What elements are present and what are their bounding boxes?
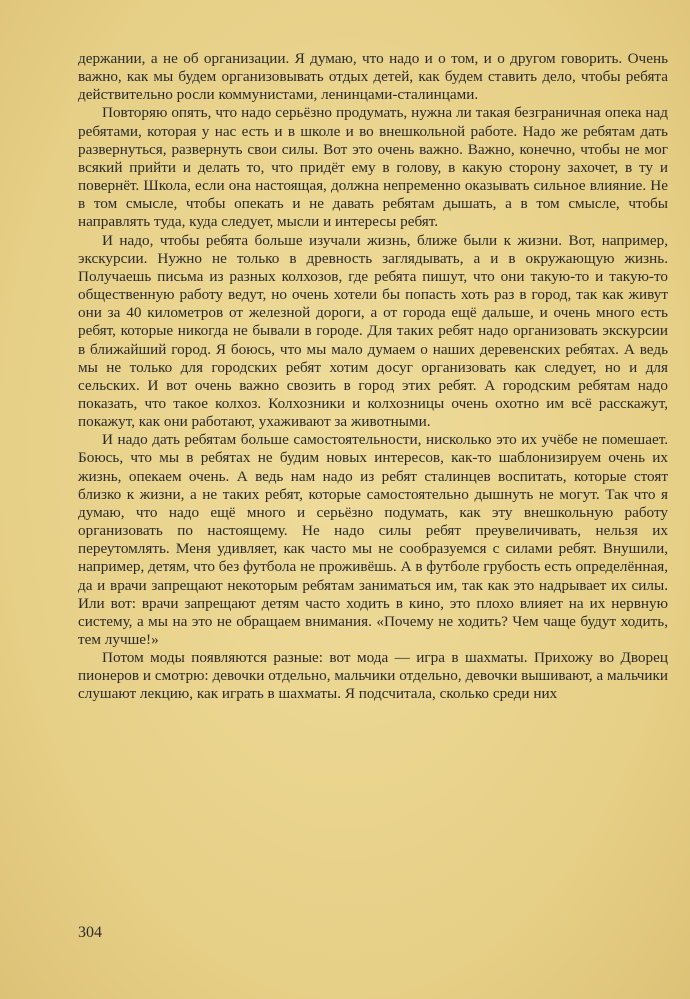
paragraph-3: И надо, чтобы ребята больше изучали жизнь, ближе были к жизни. Вот, например, экскурсии. Нужно не только в древность заглядывать, а и в окружающую жизнь. Получаешь письма из разных колхозов, где ребята пишут, что они такую-то и такую-то общественную работу ведут, но очень хотели бы попасть хоть раз в город, так как живут они за 40 километров от железной дороги, а от города ещё дальше, и очень много есть ребят, которые никогда не бывали в городе. Для таких ребят надо организовать экскурсии в ближайший город. Я боюсь, что мы мало думаем о наших деревенских ребятах. А ведь мы не только для городских ребят хотим досуг организовать как следует, но и для сельских. И вот очень важно свозить в город этих ребят. А городским ребятам надо показать, что такое колхоз. Колхозники и колхозницы очень охотно им всё расскажут, покажут, как они работают, ухаживают за животными. [78, 231, 668, 431]
paragraph-5: Потом моды появляются разные: вот мода — игра в шахматы. Прихожу во Дворец пионеров и смотрю: девочки отдельно, мальчики отдельно, девочки вышивают, а мальчики слушают лекцию, как играть в шахматы. Я подсчитала, сколько среди них [78, 649, 668, 703]
page-number: 304 [78, 924, 102, 941]
paragraph-2: Повторяю опять, что надо серьёзно продумать, нужна ли такая безграничная опека над ребятами, которая у нас есть и в школе и во внешкольной работе. Надо же ребятам дать развернуться, развернуть свои силы. Вот это очень важно. Важно, конечно, чтобы не мог всякий прийти и делать то, что придёт ему в голову, в какую сторону захочет, в ту и повернёт. Школа, если она настоящая, должна непременно оказывать сильное влияние. Не в том смысле, чтобы опекать и не давать ребятам дышать, а в том смысле, чтобы направлять туда, куда следует, мысли и интересы ребят. [78, 104, 668, 231]
paragraph-1: держании, а не об организации. Я думаю, что надо и о том, и о другом говорить. Очень важно, как мы будем организовывать отдых детей, как будем ставить дело, чтобы ребята действительно росли коммунистами, ленинцами-сталинцами. [78, 50, 668, 104]
paragraph-4: И надо дать ребятам больше самостоятельности, нисколько это их учёбе не помешает. Боюсь, что мы в ребятах не будим новых интересов, как-то шаблонизируем очень их жизнь, опекаем очень. А ведь нам надо из ребят сталинцев воспитать, которые стоят близко к жизни, а не таких ребят, которые самостоятельно дышнуть не могут. Так что я думаю, что надо ещё много и серьёзно подумать, как эту внешкольную работу организовать по настоящему. Не надо силы ребят преувеличивать, нельзя их переутомлять. Меня удивляет, как часто мы не сообразуемся с силами ребят. Внушили, например, детям, что без футбола не проживёшь. А в футболе грубость есть определённая, да и врачи запрещают некоторым ребятам заниматься им, так как это надрывает их силы. Или вот: врачи запрещают детям часто ходить в кино, это плохо влияет на их нервную систему, а мы на это не обращаем внимания. «Почему не ходить? Чем чаще будут ходить, тем лучше!» [78, 431, 668, 648]
body-text [78, 50, 668, 704]
